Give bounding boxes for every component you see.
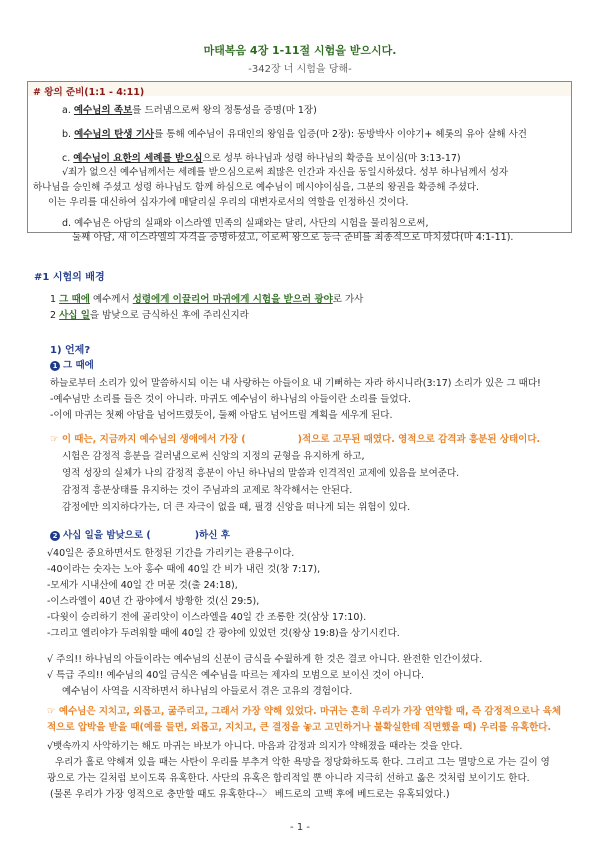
warning-1 [50,431,540,445]
item-c-text: 으로 성부 하나님과 성령 하나님의 확증을 보이심(마 3:13-17) [202,153,461,164]
kingship-preparation-box [27,81,572,243]
forty-line-3: -모세가 시내산에 40일 간 머문 것(출 24:18), [47,580,238,591]
caution-line-2: √ 특급 주의!! 예수님의 40일 금식은 예수님을 따르는 제자의 모범으로 보이신 것이 아니다. [47,670,425,681]
forty-line-5: -다윗이 승리하기 전에 골리앗이 이스라엘을 40일 간 조롱한 것(삼상 17:10). [47,612,367,623]
item-c-prefix: c. [62,153,74,164]
item-b-prefix: b. [62,129,75,140]
item-b-emphasis: 예수님의 탄생 기사 [74,129,155,140]
warning-1-post: )적으로 고무된 때였다. 영적으로 감격과 흥분된 상태이다. [297,434,541,445]
item-a-text: 를 드러냄으로써 왕의 정통성을 증명(마 1장) [132,105,317,116]
subheading-then-label: 그 때에 [63,360,94,371]
page-number: - 1 - [290,822,310,833]
background-heading: #1 시험의 배경 [34,272,105,283]
verse-2-rest: 을 밤낮으로 금식하신 후에 주리신지라 [89,310,249,321]
warning-2-line-2: 적으로 압박을 받을 때(예를 들면, 외롭고, 지치고, 큰 결정을 놓고 고민하거나 불확실한데 직면했을 때) 우리를 유혹한다. [47,722,552,733]
warning-1-line-4: 감정에만 의지하다가는, 더 큰 자극이 없을 때, 필경 신앙을 떠나게 되는 위험이 있다. [62,502,411,513]
item-a-emphasis: 예수님의 족보 [73,105,133,116]
subheading-fasting [50,527,230,541]
when-heading: 1) 언제? [50,345,91,356]
box-heading: # 왕의 준비(1:1 - 4:11) [33,87,145,98]
subheading-fasting-post: )하신 후 [194,530,230,541]
explain-line-2: 우리가 홀로 약해져 있을 때는 사탄이 우리를 부추겨 악한 욕망을 정당화하도록 한다. 그리고 그는 멸망으로 가는 길이 영 [55,757,550,768]
page-title: 마태복음 4장 1-11절 시험을 받으시다. [203,44,397,57]
subheading-fasting-pre: 사십 일을 밤낮으로 ( [63,530,151,541]
forty-line-1: √40일은 중요하면서도 한정된 기간을 가리키는 관용구이다. [47,548,295,559]
verse-2-number: 2 [50,310,60,321]
warning-1-line-3: 감정적 흥분상태를 유지하는 것이 주님과의 교제로 착각해서는 안된다. [62,485,353,496]
item-a-prefix: a. [62,105,74,116]
caution-line-3: 예수님이 사역을 시작하면서 하나님의 아들로서 겪은 고유의 경험이다. [62,686,353,697]
item-b-text: 를 통해 예수님이 유대인의 왕임을 입증(마 2장): 동방박사 이야기+ 헤롯의 유아 살해 사건 [154,129,527,140]
warning-1-line-2: 영적 성장의 실체가 나의 감정적 흥분이 아닌 하나님의 말씀과 인격적인 교제에 있음을 보여준다. [62,468,460,479]
item-c-emphasis: 예수님이 요한의 세례를 받으심 [73,153,203,164]
page-subtitle: -342장 너 시험을 당해- [248,64,352,75]
verse-1-number: 1 [50,294,60,305]
item-b [62,126,527,140]
item-c-note-3: 이는 우리를 대신하여 십자가에 매달리실 우리의 대변자로서의 역할을 인정하신 것이다. [48,197,409,208]
item-d-line-1: d. 예수님은 아담의 실패와 이스라엘 민족의 실패와는 달리, 사단의 시험을 물리침으로써, [62,218,429,229]
verse-1-mid: 예수께서 [89,294,133,305]
caution-line-1: √ 주의!! 하나님의 아들이라는 예수님의 신분이 금식을 수월하게 한 것은 결코 아니다. 완전한 인간이셨다. [47,654,483,665]
forty-line-2: -40이라는 숫자는 노아 홍수 때에 40일 간 비가 내린 것(창 7:17), [47,564,321,575]
item-c [62,150,461,164]
verse-2 [50,307,249,321]
explain-line-3: 광으로 가는 길처럼 보이도록 유혹한다. 사단의 유혹은 합리적일 뿐 아니라 지극히 선하고 옳은 것처럼 보이기도 한다. [47,773,530,784]
explain-line-4: (물론 우리가 가장 영적으로 충만할 때도 유혹한다--〉 베드로의 고백 후에 베드로는 유혹되었다.) [50,789,450,800]
forty-line-6: -그리고 엘리야가 두려워할 때에 40일 간 광야에 있었던 것(왕상 19:8)을 상기시킨다. [47,628,400,639]
number-2-badge: 2 [50,531,60,541]
item-d-line-2: 둘째 아담, 새 이스라엘의 자격을 증명하셨고, 이로써 왕으로 등극 준비를 최종적으로 마치셨다(마 4:1-11). [72,232,514,243]
item-a [62,102,317,116]
when-para-1: 하늘로부터 소리가 있어 말씀하시되 이는 내 사랑하는 아들이요 내 기뻐하는 자라 하시니라(3:17) 소리가 있은 그 때다! [50,378,541,389]
forty-line-4: -이스라엘이 40년 간 광야에서 방황한 것(신 29:5), [47,596,260,607]
verse-1-em-2: 성령에게 이끌리어 마귀에게 시험을 받으러 광야 [132,294,333,305]
explain-line-1: √뱃속까지 사악하기는 해도 마귀는 바보가 아니다. 마음과 감정과 의지가 약해졌을 때라는 것을 안다. [47,741,463,752]
subheading-then [50,357,94,371]
number-1-badge: 1 [50,361,60,371]
verse-1-em-1: 그 때에 [59,294,90,305]
item-c-note-2: 하나님을 승인해 주셨고 성령 하나님도 함께 하심으로 예수님이 메시야이심을, 그분의 왕권을 확증해 주셨다. [33,182,480,193]
verse-1-rest: 로 가사 [332,294,364,305]
warning-1-pre: ☞ 이 때는, 지금까지 예수님의 생애에서 가장 ( [50,434,246,445]
item-c-note-1: √죄가 없으신 예수님께서는 세례를 받으심으로써 죄많은 인간과 자신을 동일시하셨다. 성부 하나님께서 성자 [62,167,509,178]
verse-2-em: 사십 일 [59,310,90,321]
warning-1-line-1: 시험은 감정적 흥분을 걸러냄으로써 신앙의 지정의 균형을 유지하게 하고, [62,451,365,462]
verse-1 [50,291,363,305]
when-para-3: -이에 마귀는 첫째 아담을 넘어뜨렸듯이, 둘째 아담도 넘어뜨릴 계획을 세우게 된다. [50,410,393,421]
warning-2-line-1: ☞ 예수님은 지치고, 외롭고, 굶주리고, 그래서 가장 약해 있었다. 마귀는 흔히 우리가 가장 연약할 때, 즉 감정적으로나 육체 [47,706,562,717]
when-para-2: -예수님만 소리를 들은 것이 아니라. 마귀도 예수님이 하나님의 아들이란 소리를 들었다. [50,394,411,405]
